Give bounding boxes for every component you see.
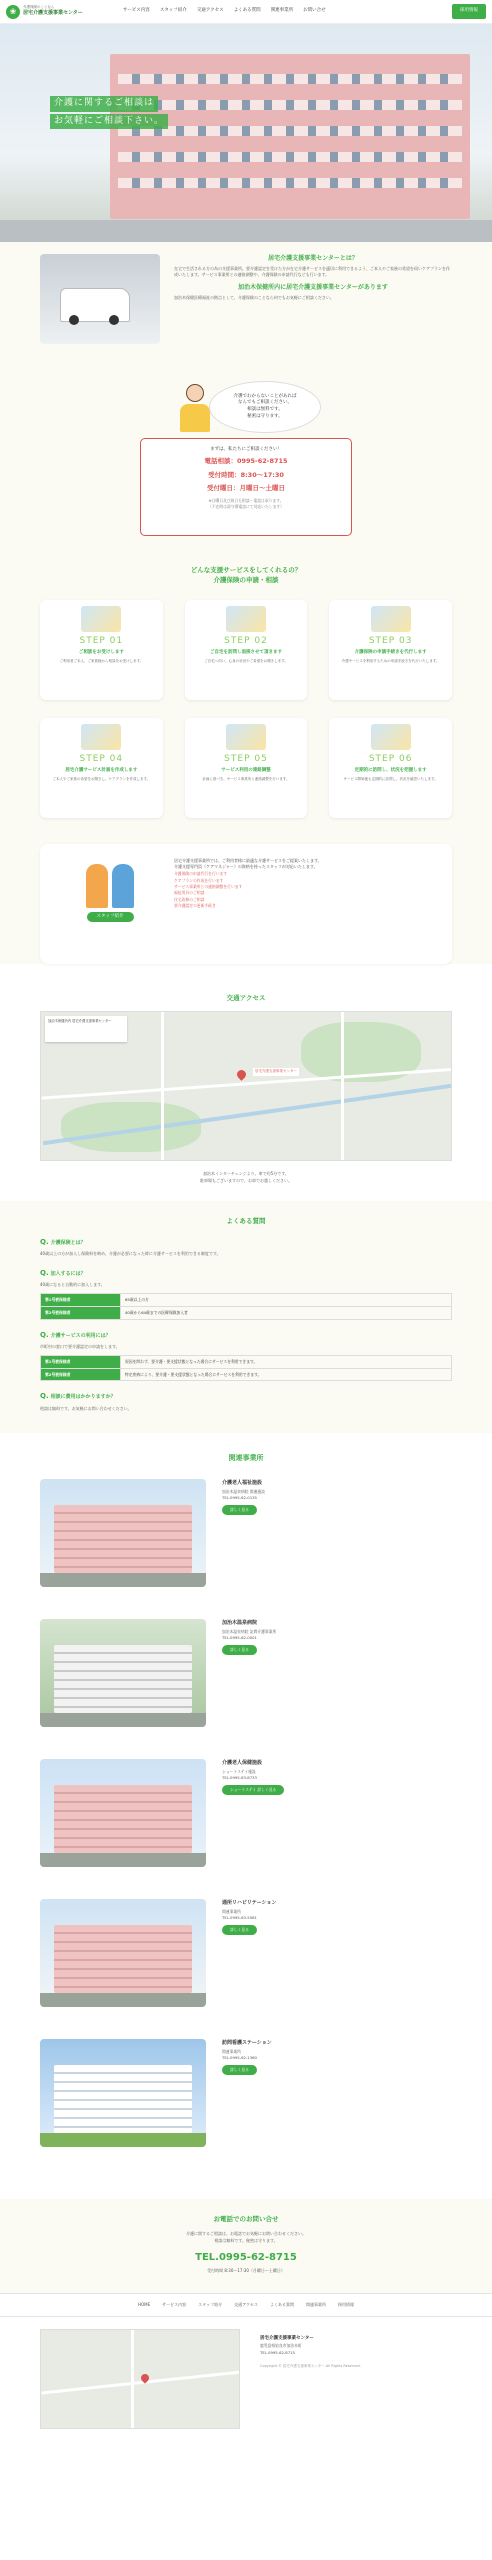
nav-faq[interactable]: よくある質問 xyxy=(233,8,261,14)
step-desc: ご自宅へ伺い、心身の状況やご希望をお聞きします。 xyxy=(204,658,288,663)
step-number: STEP 01 xyxy=(79,635,124,646)
step-card xyxy=(40,600,163,700)
faq-answer: 40歳になると自動的に加入します。 xyxy=(40,1282,105,1288)
facilities-title: 関連事業所 xyxy=(228,1453,264,1462)
step-title: 定期的に訪問し、状況を把握します xyxy=(354,768,427,773)
step-illustration xyxy=(371,606,411,632)
staff-label[interactable]: スタッフ紹介 xyxy=(87,912,134,923)
footer-name: 居宅介護支援事業センター xyxy=(260,2336,314,2342)
list-item: 住宅改修のご相談 xyxy=(174,896,205,902)
logo-subtitle: 介護保険のことなら xyxy=(23,5,55,10)
step-title: ご自宅を訪問し面接させて頂きます xyxy=(209,650,282,655)
facility-tel: TEL.0995-63-8733 xyxy=(222,1775,257,1781)
contact-info-box xyxy=(140,438,352,536)
about-body: 在宅で生活される方の為の支援事業所。要介護認定を受けた方が在宅介護サービスを適切に利用できるよう、ご本人やご家族の希望を伺いケアプランを作成いたします。サービス事業所との連絡調整や、介護保険の申請代行なども行います。 xyxy=(174,266,450,278)
consult-lead: まずは、私たちにご相談ください！ xyxy=(210,447,282,452)
facility-item xyxy=(40,2039,452,2161)
contact-title: お電話でのお問い合せ xyxy=(213,2215,279,2224)
access-section xyxy=(0,984,492,1201)
header xyxy=(0,0,492,24)
facility-item xyxy=(40,1899,452,2021)
facility-detail: ショートステイ施設 xyxy=(222,1769,256,1775)
step-title: 居宅介護サービス計画を作成します xyxy=(65,768,138,773)
step-desc: ご本人やご家族の希望をお聞きし、ケアプランを作成します。 xyxy=(52,776,151,781)
facility-photo xyxy=(40,1899,206,2007)
consult-note-1: ※日曜日及び祝日も相談・電話は承ります。 xyxy=(208,498,284,503)
faq-q-text: 加入するには？ xyxy=(50,1270,86,1277)
facility-detail: 関連事業所 xyxy=(222,2049,241,2055)
staff-list xyxy=(174,871,432,910)
step-card xyxy=(329,718,452,818)
step-illustration xyxy=(226,724,266,750)
facility-detail: 関連事業所 xyxy=(222,1909,241,1915)
map-pin-icon xyxy=(235,1068,248,1081)
facility-detail: 加治木温泉病院 関連施設 xyxy=(222,1489,265,1495)
nav-facilities[interactable]: 関連事業所 xyxy=(270,8,294,14)
access-text-1: 加治木インターチェンジより、車で約5分です。 xyxy=(203,1171,289,1177)
consult-section xyxy=(0,372,492,552)
table-header-cell: 第1号被保険者 xyxy=(41,1294,121,1307)
step-number: STEP 04 xyxy=(79,753,124,764)
services-lead: どんな支援サービスをしてくれるの？ xyxy=(190,566,302,574)
facility-detail-button[interactable]: 詳しく見る xyxy=(222,1925,257,1935)
service-table xyxy=(40,1355,452,1381)
footer-nav-staff[interactable]: スタッフ紹介 xyxy=(198,2302,223,2308)
staff-section xyxy=(40,844,452,964)
step-card xyxy=(329,600,452,700)
facility-detail-button[interactable]: 詳しく見る xyxy=(222,2065,257,2075)
step-number: STEP 05 xyxy=(224,753,268,764)
site-logo[interactable] xyxy=(6,5,83,19)
footer-address: 鹿児島県姶良市加治木町 xyxy=(260,2343,302,2349)
bubble-line-2: なんでもご相談ください。 xyxy=(238,400,292,406)
hero-line-1: 介護に関するご相談は xyxy=(50,96,158,112)
contact-section xyxy=(0,2199,492,2293)
facility-name: 通所リハビリテーション xyxy=(222,1900,277,1907)
facility-photo xyxy=(40,1479,206,1587)
facility-photo xyxy=(40,2039,206,2147)
table-cell: 特定疾病により、要介護・要支援状態となった場合にサービスを利用できます。 xyxy=(121,1368,452,1381)
logo-title: 居宅介護支援事業センター xyxy=(23,10,83,17)
contact-hours: 受付時間 8:30～17:30（月曜日～土曜日） xyxy=(207,2268,285,2274)
access-text-2: 駐車場もございますので、お車でお越しください。 xyxy=(200,1178,292,1184)
facilities-section xyxy=(0,1433,492,2200)
access-title: 交通アクセス xyxy=(226,993,266,1002)
footer xyxy=(0,2317,492,2443)
facility-name: 介護老人保健施設 xyxy=(222,1760,263,1767)
table-row xyxy=(41,1355,452,1368)
staff-illustration xyxy=(60,864,160,908)
recruit-button[interactable]: 採用情報 xyxy=(452,4,486,19)
main-nav xyxy=(123,8,326,15)
faq-answer: 市町村の窓口で要介護認定の申請をします。 xyxy=(40,1344,120,1350)
facility-photo xyxy=(40,1759,206,1867)
consult-note-2: （不在時は留守番電話にて対応いたします） xyxy=(208,503,284,509)
footer-nav-faq[interactable]: よくある質問 xyxy=(270,2302,295,2308)
faq-title: よくある質問 xyxy=(226,1216,266,1225)
services-section xyxy=(0,552,492,828)
footer-nav-access[interactable]: 交通アクセス xyxy=(234,2302,259,2308)
consult-days: 受付曜日：月曜日～土曜日 xyxy=(207,484,285,493)
facility-name: 加治木温泉病院 xyxy=(222,1620,258,1627)
facility-tel: TEL.0995-63-5581 xyxy=(222,1915,257,1921)
facility-name: 介護老人福祉施設 xyxy=(222,1480,263,1487)
facility-detail-button[interactable]: 詳しく見る xyxy=(222,1505,257,1515)
insured-table xyxy=(40,1293,452,1319)
hero-line-2: お気軽にご相談下さい。 xyxy=(50,114,168,130)
facility-tel: TEL.0995-62-1360 xyxy=(222,2055,257,2061)
facility-tel: TEL.0995-62-0135 xyxy=(222,1495,257,1501)
faq-section xyxy=(0,1201,492,1433)
table-header-cell: 第2号被保険者 xyxy=(41,1368,121,1381)
step-number: STEP 03 xyxy=(368,635,413,646)
about-section xyxy=(0,242,492,372)
services-title: 介護保険の申請・相談 xyxy=(213,575,279,584)
staff-intro: 居宅介護支援事業所では、ご利用者様に最適な介護サービスをご提案いたします。 xyxy=(174,857,322,863)
step-number: STEP 06 xyxy=(368,753,413,764)
hero-copy xyxy=(50,96,168,131)
about-title-2: 加治木保健所内に居宅介護支援事業センターがあります xyxy=(238,283,388,291)
bubble-line-1: 介護でわからないことがあれば xyxy=(233,393,297,399)
consult-tel[interactable]: 電話相談：0995-62-8715 xyxy=(204,456,288,465)
facility-item xyxy=(40,1479,452,1601)
hospital-building-photo xyxy=(110,54,470,219)
contact-sub-1: 介護に関するご相談は、お電話でお気軽にお問い合わせください。 xyxy=(186,2230,306,2236)
about-title: 居宅介護支援事業センターとは？ xyxy=(268,255,358,262)
faq-answer: 相談は無料です。お気軽にお問い合わせください。 xyxy=(40,1405,132,1411)
table-row xyxy=(41,1294,452,1307)
copyright: Copyright © 居宅介護支援事業センター All Rights Reserved. xyxy=(260,2363,361,2368)
bubble-line-3: 相談は無料です。 xyxy=(247,407,283,412)
facility-detail-button[interactable]: ショートステイ 詳しく見る xyxy=(222,1785,284,1795)
list-item: 要介護認定の更新手続き xyxy=(174,903,216,909)
step-card xyxy=(185,718,308,818)
step-desc: ご利用者ご本人、ご家族様から相談をお受けします。 xyxy=(59,658,144,663)
consultant-illustration xyxy=(178,384,212,434)
staff-sub: 介護支援専門員（ケアマネジャー）の資格を持ったスタッフが対応いたします。 xyxy=(174,864,318,870)
table-cell: 40歳から64歳までの医療保険加入者 xyxy=(121,1306,452,1319)
step-illustration xyxy=(81,724,121,750)
facility-photo xyxy=(40,1619,206,1727)
faq-q-text: 相談に費用はかかりますか？ xyxy=(50,1394,116,1401)
list-item: サービス事業所との連絡調整を行います xyxy=(174,884,243,889)
facility-item xyxy=(40,1759,452,1881)
nav-services[interactable]: サービス内容 xyxy=(122,8,150,14)
nav-staff[interactable]: スタッフ紹介 xyxy=(159,8,187,14)
facility-item xyxy=(40,1619,452,1741)
nav-contact[interactable]: お問い合せ xyxy=(303,8,326,14)
table-header-cell: 第1号被保険者 xyxy=(41,1355,121,1368)
footer-nav-facilities[interactable]: 関連事業所 xyxy=(306,2302,327,2308)
faq-question: Q. 介護保険とは？ xyxy=(40,1237,86,1246)
faq-question: Q. 介護サービスの利用には？ xyxy=(40,1330,111,1339)
faq-question: Q. 相談に費用はかかりますか？ xyxy=(40,1392,116,1401)
table-row xyxy=(41,1368,452,1381)
table-cell: 原因を問わず、要介護・要支援状態となった場合にサービスを利用できます。 xyxy=(121,1355,452,1368)
contact-tel-link[interactable]: TEL.0995-62-8715 xyxy=(195,2252,297,2264)
step-illustration xyxy=(226,606,266,632)
van-photo xyxy=(40,254,160,344)
footer-nav-services[interactable]: サービス内容 xyxy=(162,2302,187,2308)
footer-nav-recruit[interactable]: 採用情報 xyxy=(338,2302,355,2308)
step-desc: 計画に基づき、サービス事業所と連絡調整を行います。 xyxy=(202,776,290,781)
table-cell: 65歳以上の方 xyxy=(121,1294,452,1307)
facility-detail-button[interactable]: 詳しく見る xyxy=(222,1645,257,1655)
step-card xyxy=(185,600,308,700)
map-pin-label: 居宅介護支援事業センター xyxy=(253,1068,299,1075)
footer-nav-home[interactable]: HOME xyxy=(137,2302,151,2308)
faq-q-text: 介護サービスの利用には？ xyxy=(50,1332,111,1339)
leaf-icon: ❀ xyxy=(6,5,20,19)
speech-bubble xyxy=(210,382,320,432)
contact-sub-2: 相談は無料です。秘密は守ります。 xyxy=(214,2237,278,2243)
about-body-2: 加治木保健医療福祉の拠点として、介護保険のことなら何でもお気軽にご相談ください。 xyxy=(174,294,334,300)
facility-tel: TEL.0995-62-0001 xyxy=(222,1635,257,1641)
step-illustration xyxy=(81,606,121,632)
table-row xyxy=(41,1306,452,1319)
bubble-line-4: 秘密は守ります。 xyxy=(247,413,283,419)
step-title: ご相談をお受けします xyxy=(78,650,124,655)
list-item: 福祉用具のご相談 xyxy=(174,890,205,896)
steps-grid xyxy=(40,600,452,818)
faq-answer: 40歳以上の方が加入し保険料を納め、介護が必要になった時に介護サービスを利用できる制度です。 xyxy=(40,1251,221,1257)
footer-map[interactable] xyxy=(40,2329,240,2429)
hero-image xyxy=(0,24,492,242)
list-item: ケアプランの作成を行います xyxy=(174,877,224,883)
facility-detail: 加治木温泉病院 訪問介護事業所 xyxy=(222,1629,277,1635)
step-title: 介護保険の申請手続きを代行します xyxy=(354,650,427,655)
step-number: STEP 02 xyxy=(224,635,268,646)
faq-q-text: 介護保険とは？ xyxy=(50,1239,86,1246)
step-title: サービス利用の連絡調整 xyxy=(221,768,271,773)
step-desc: 介護サービスを利用するための申請手続きを代行いたします。 xyxy=(341,658,440,663)
facility-name: 訪問看護ステーション xyxy=(222,2040,272,2047)
table-header-cell: 第2号被保険者 xyxy=(41,1306,121,1319)
access-map[interactable] xyxy=(40,1011,452,1161)
step-desc: サービス開始後も定期的に訪問し、状況を確認いたします。 xyxy=(343,776,438,781)
footer-tel[interactable]: TEL.0995-62-8715 xyxy=(260,2350,295,2356)
footer-nav xyxy=(0,2293,492,2317)
consult-hours: 受付時間：8:30～17:30 xyxy=(208,470,284,479)
nav-access[interactable]: 交通アクセス xyxy=(196,8,224,14)
faq-question: Q. 加入するには？ xyxy=(40,1268,86,1277)
step-card xyxy=(40,718,163,818)
list-item: 介護保険の申請代行を行います xyxy=(174,871,228,877)
step-illustration xyxy=(371,724,411,750)
map-info-card[interactable]: 加治木保健所内 居宅介護支援事業センター xyxy=(45,1016,127,1042)
